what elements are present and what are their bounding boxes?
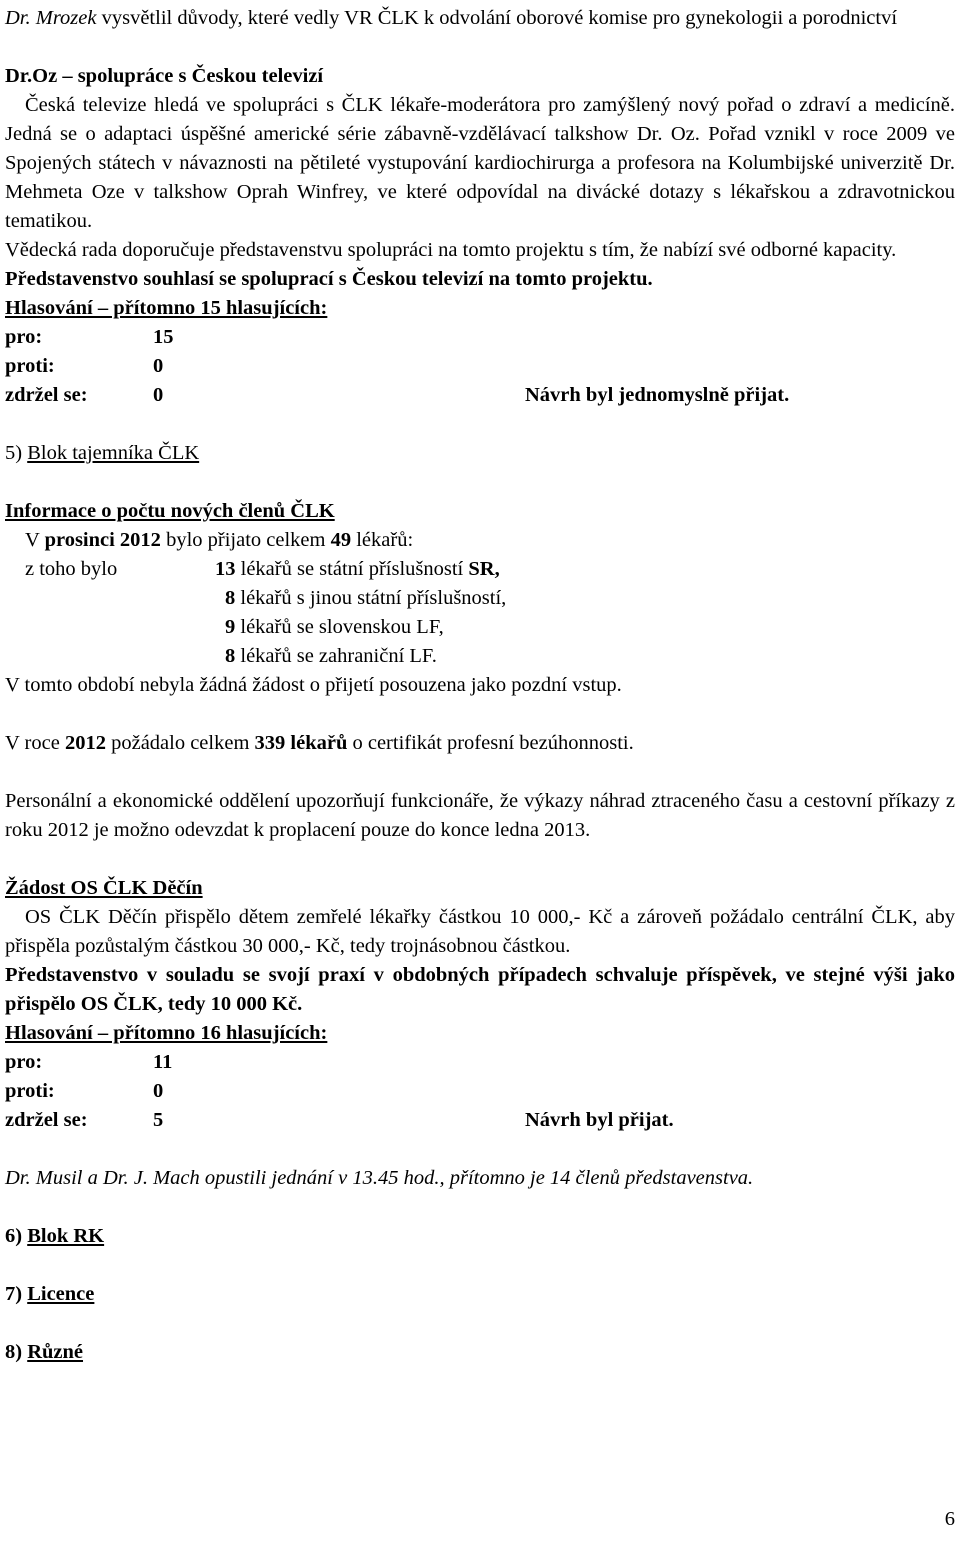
document-page (5, 4, 955, 1367)
blok6-heading: 6) Blok RK (5, 1225, 105, 1247)
oz-paragraph-1: Česká televize hledá ve spolupráci s ČLK lékaře-moderátora pro zamýšlený nový pořad o zdraví a medicíně. Jedná se o adaptaci úspěšné americké série zábavně-vzdělávací talkshow Dr. Oz. Pořad vznikl v roce 2009 ve Spojených státech v návaznosti na pětileté vystupování kardiochirurga a profesora na Kolumbijské univerzitě Dr. Mehmeta Oze v talkshow Oprah Winfrey, ve které odpovídal na divácké dotazy s lékařskou a zdravotnickou tematikou. (5, 94, 955, 232)
blok5-title: Blok tajemníka ČLK (27, 442, 200, 464)
stats-row: z toho bylo 13 lékařů se státní příslušností SR, (25, 558, 500, 580)
no-request-line: V tomto období nebyla žádná žádost o přijetí posouzena jako pozdní vstup. (5, 674, 622, 696)
mrozek-paragraph (5, 4, 955, 33)
oz-heading: Dr.Oz – spolupráce s Českou televizí (5, 65, 324, 87)
oz-vote-proti: proti: 0 (5, 355, 164, 377)
stats-row: 9 lékařů se slovenskou LF, (225, 616, 444, 638)
decin-paragraph: OS ČLK Děčín přispělo dětem zemřelé lékařky částkou 10 000,- Kč a zároveň požádalo centrální ČLK, aby přispěla pozůstalým částkou 30 000,- Kč, tedy trojnásobnou částkou. (5, 906, 955, 957)
oz-vote-zdrzel: zdržel se: 0 Návrh byl jednomyslně přijat. (5, 381, 955, 410)
decin-vote-pro: pro: 11 (5, 1051, 173, 1073)
stats-row: 8 lékařů s jinou státní příslušností, (225, 587, 507, 609)
blok7-heading: 7) Licence (5, 1283, 95, 1305)
decin-vote-result: Návrh byl přijat. (525, 1109, 674, 1131)
blok8-heading: 8) Různé (5, 1341, 84, 1363)
mrozek-text: vysvětlil důvody, které vedly VR ČLK k odvolání oborové komise pro gynekologii a porodnictví (96, 7, 898, 29)
decin-decision: Představenstvo v souladu se svojí praxí v obdobných případech schvaluje příspěvek, ve stejné výši jako přispělo OS ČLK, tedy 10 000 Kč. (5, 964, 955, 1015)
blok5-info-heading: Informace o počtu nových členů ČLK (5, 500, 335, 522)
mrozek-name: Dr. Mrozek (5, 7, 97, 29)
decin-heading: Žádost OS ČLK Děčín (5, 877, 203, 899)
new-members-stats (25, 526, 955, 671)
oz-vote-heading: Hlasování – přítomno 15 hlasujících: (5, 297, 328, 319)
blok5-heading: 5) Blok tajemníka ČLK (5, 442, 200, 464)
decin-vote-proti: proti: 0 (5, 1080, 164, 1102)
oz-vote-result: Návrh byl jednomyslně přijat. (525, 384, 790, 406)
oz-paragraph-2: Vědecká rada doporučuje představenstvu spolupráci na tomto projektu s tím, že nabízí své odborné kapacity. (5, 239, 897, 261)
stats-row: 8 lékařů se zahraniční LF. (225, 645, 437, 667)
personal-paragraph: Personální a ekonomické oddělení upozorňují funkcionáře, že výkazy náhrad ztraceného času a cestovní příkazy z roku 2012 je možno odevzdat k proplacení pouze do konce ledna 2013. (5, 790, 955, 841)
certificate-line: V roce 2012 požádalo celkem 339 lékařů o certifikát profesní bezúhonnosti. (5, 732, 634, 754)
leave-note: Dr. Musil a Dr. J. Mach opustili jednání v 13.45 hod., přítomno je 14 členů představenstva. (5, 1167, 754, 1189)
page-number: 6 (944, 1508, 955, 1530)
oz-vote-pro: pro: 15 (5, 326, 174, 348)
decin-vote-heading: Hlasování – přítomno 16 hlasujících: (5, 1022, 328, 1044)
stats-intro: V prosinci 2012 bylo přijato celkem 49 lékařů: (25, 529, 414, 551)
decin-vote-zdrzel: zdržel se: 5 Návrh byl přijat. (5, 1106, 955, 1135)
oz-decision: Představenstvo souhlasí se spoluprací s Českou televizí na tomto projektu. (5, 268, 653, 290)
